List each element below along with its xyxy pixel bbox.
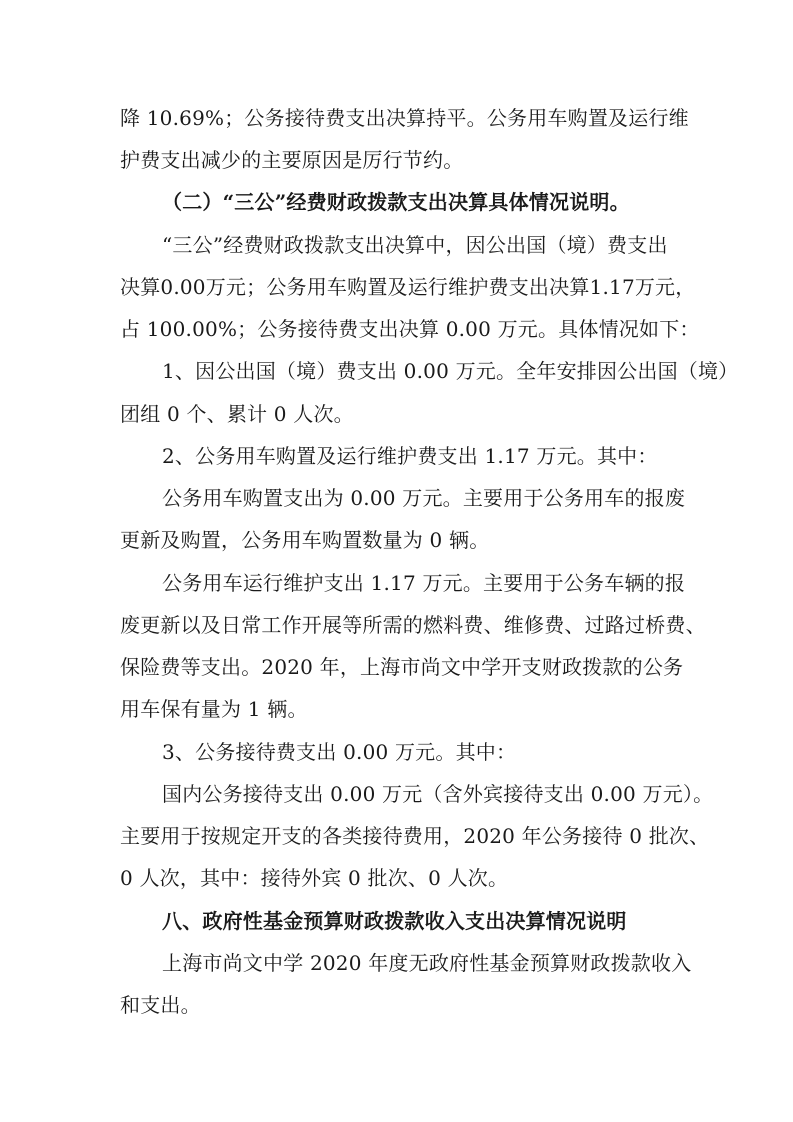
text-line: 占 100.00%；公务接待费支出决算 0.00 万元。具体情况如下： — [120, 317, 700, 341]
text-line: 国内公务接待支出 0.00 万元（含外宾接待支出 0.00 万元）。 — [162, 782, 714, 806]
text-line: 公务用车运行维护支出 1.17 万元。主要用于公务车辆的报 — [162, 571, 686, 595]
text-line: 主要用于按规定开支的各类接待费用，2020 年公务接待 0 批次、 — [120, 824, 710, 848]
text-line: 决算0.00万元；公务用车购置及运行维护费支出决算1.17万元， — [120, 275, 696, 299]
text-line: 上海市尚文中学 2020 年度无政府性基金预算财政拨款收入 — [162, 951, 692, 975]
text-line: 公务用车购置支出为 0.00 万元。主要用于公务用车的报废 — [162, 486, 686, 510]
text-line: 护费支出减少的主要原因是厉行节约。 — [120, 148, 464, 172]
text-line: 3、公务接待费支出 0.00 万元。其中： — [162, 740, 517, 764]
text-line: 保险费等支出。2020 年，上海市尚文中学开支财政拨款的公务 — [120, 655, 684, 679]
text-line: 0 人次，其中：接待外宾 0 批次、0 人次。 — [120, 866, 509, 890]
text-line: 废更新以及日常工作开展等所需的燃料费、维修费、过路过桥费、 — [120, 613, 706, 637]
text-line: 更新及购置，公务用车购置数量为 0 辆。 — [120, 528, 490, 552]
text-line: 团组 0 个、累计 0 人次。 — [120, 402, 354, 426]
section-heading: 八、政府性基金预算财政拨款收入支出决算情况说明 — [162, 909, 627, 933]
text-line: 1、因公出国（境）费支出 0.00 万元。全年安排因公出国（境） — [162, 359, 739, 383]
text-line: 用车保有量为 1 辆。 — [120, 697, 308, 721]
text-line: “三公”经费财政拨款支出决算中，因公出国（境）费支出 — [162, 233, 668, 257]
section-heading: （二）“三公”经费财政拨款支出决算具体情况说明。 — [162, 190, 630, 214]
text-line: 2、公务用车购置及运行维护费支出 1.17 万元。其中： — [162, 444, 658, 468]
text-line: 和支出。 — [120, 993, 201, 1017]
text-line: 降 10.69%；公务接待费支出决算持平。公务用车购置及运行维 — [120, 106, 689, 130]
